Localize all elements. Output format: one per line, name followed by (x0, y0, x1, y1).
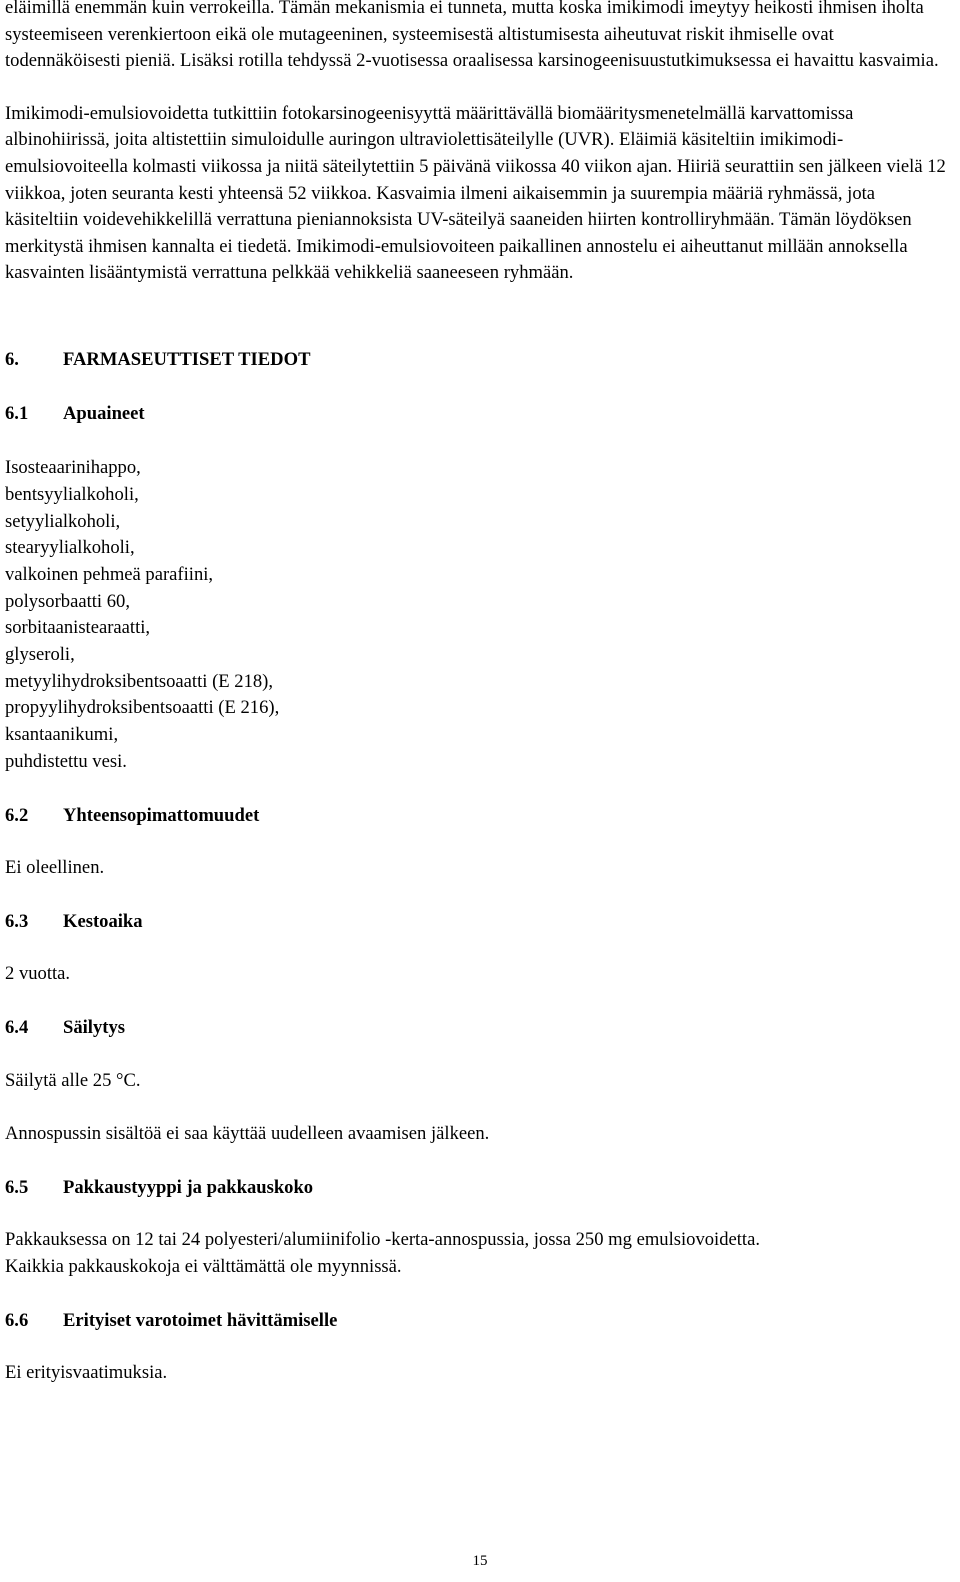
list-item: glyseroli, (5, 644, 75, 666)
section-6-6-heading (5, 1308, 950, 1335)
page-number: 15 (472, 1553, 488, 1569)
section-6-1-number: 6.1 (5, 402, 29, 424)
section-6-1-heading (5, 401, 950, 428)
list-item: polysorbaatti 60, (5, 590, 130, 612)
list-item: sorbitaanistearaatti, (5, 617, 151, 639)
section-6-2-number: 6.2 (5, 804, 29, 826)
section-6-title: FARMASEUTTISET TIEDOT (63, 348, 311, 370)
section-6-5-title: Pakkaustyyppi ja pakkauskoko (63, 1176, 314, 1198)
section-6-1-title: Apuaineet (63, 402, 145, 424)
section-6-6-text: Ei erityisvaatimuksia. (5, 1362, 168, 1384)
excipient-list (5, 455, 950, 775)
sachet-reuse-text: Annospussin sisältöä ei saa käyttää uudelleen avaamisen jälkeen. (5, 1123, 490, 1145)
section-6-2-title: Yhteensopimattomuudet (63, 804, 260, 826)
section-6-3-text: 2 vuotta. (5, 963, 71, 985)
section-6-4-heading (5, 1015, 950, 1042)
section-6-6-title: Erityiset varotoimet hävittämiselle (63, 1309, 338, 1331)
list-item: puhdistettu vesi. (5, 750, 127, 772)
list-item: propyylihydroksibentsoaatti (E 216), (5, 697, 280, 719)
photocarcinogenicity-paragraph: Imikimodi-emulsiovoidetta tutkittiin fotokarsinogeenisyyttä määrittävällä biomääritysmenetelmällä karvattomissa albinohiirissä, joita altistettiin simuloidulle auringon ultraviolettisäteilylle (UVR). Eläimiä käsiteltiin imikimodi-emulsiovoiteella kolmasti viikossa ja niitä säteilytettiin 5 päivänä viikossa 40 viikon ajan. Hiiriä seurattiin sen jälkeen vielä 12 viikkoa, joten seuranta kesti yhteensä 52 viikkoa. Kasvaimia ilmeni aikaisemmin ja suurempia määriä ryhmässä, jota käsiteltiin voidevehikkelillä verrattuna pieniannoksista UV-säteilyä saaneiden hiirten kontrolliryhmään. Tämän löydöksen merkitystä ihmisen kannalta ei tiedetä. Imikimodi-emulsiovoiteen paikallinen annostelu ei aiheuttanut millään annoksella kasvainten lisääntymistä verrattuna pelkkää vehikkeliä saaneeseen ryhmään. (5, 102, 946, 284)
section-6-3-number: 6.3 (5, 910, 29, 932)
storage-temperature-text: Säilytä alle 25 °C. (5, 1069, 141, 1091)
section-6-6-number: 6.6 (5, 1309, 29, 1331)
section-6-2-text: Ei oleellinen. (5, 857, 105, 879)
list-item: metyylihydroksibentsoaatti (E 218), (5, 670, 274, 692)
section-6-3-heading (5, 909, 950, 936)
pack-sizes-line: Kaikkia pakkauskokoja ei välttämättä ole myynnissä. (5, 1255, 402, 1277)
section-6-4-title: Säilytys (63, 1016, 125, 1038)
list-item: ksantaanikumi, (5, 724, 119, 746)
section-6-2-heading (5, 803, 950, 830)
list-item: setyylialkoholi, (5, 510, 121, 532)
section-6-number: 6. (5, 348, 19, 370)
list-item: Isosteaarinihappo, (5, 457, 141, 479)
section-6-heading (5, 347, 950, 374)
list-item: valkoinen pehmeä parafiini, (5, 563, 214, 585)
intro-paragraph: eläimillä enemmän kuin verrokeilla. Tämän mekanismia ei tunneta, mutta koska imikimodi imeytyy heikosti ihmisen iholta systeemiseen verenkiertoon eikä ole mutageeninen, systeemisestä altistumisesta aiheutuvat riskit ihmiselle ovat todennäköisesti pieniä. Lisäksi rotilla tehdyssä 2-vuotisessa oraalisessa karsinogeenisuustutkimuksessa ei havaittu kasvaimia. (5, 0, 939, 72)
section-6-5-heading (5, 1175, 950, 1202)
section-6-5-text (5, 1227, 950, 1280)
package-contents-line: Pakkauksessa on 12 tai 24 polyesteri/alumiinifolio -kerta-annospussia, jossa 250 mg emulsiovoidetta. (5, 1229, 760, 1251)
section-6-4-number: 6.4 (5, 1016, 29, 1038)
list-item: bentsyylialkoholi, (5, 483, 139, 505)
section-6-5-number: 6.5 (5, 1176, 29, 1198)
document-page (5, 0, 950, 1387)
section-6-3-title: Kestoaika (63, 910, 143, 932)
list-item: stearyylialkoholi, (5, 537, 135, 559)
